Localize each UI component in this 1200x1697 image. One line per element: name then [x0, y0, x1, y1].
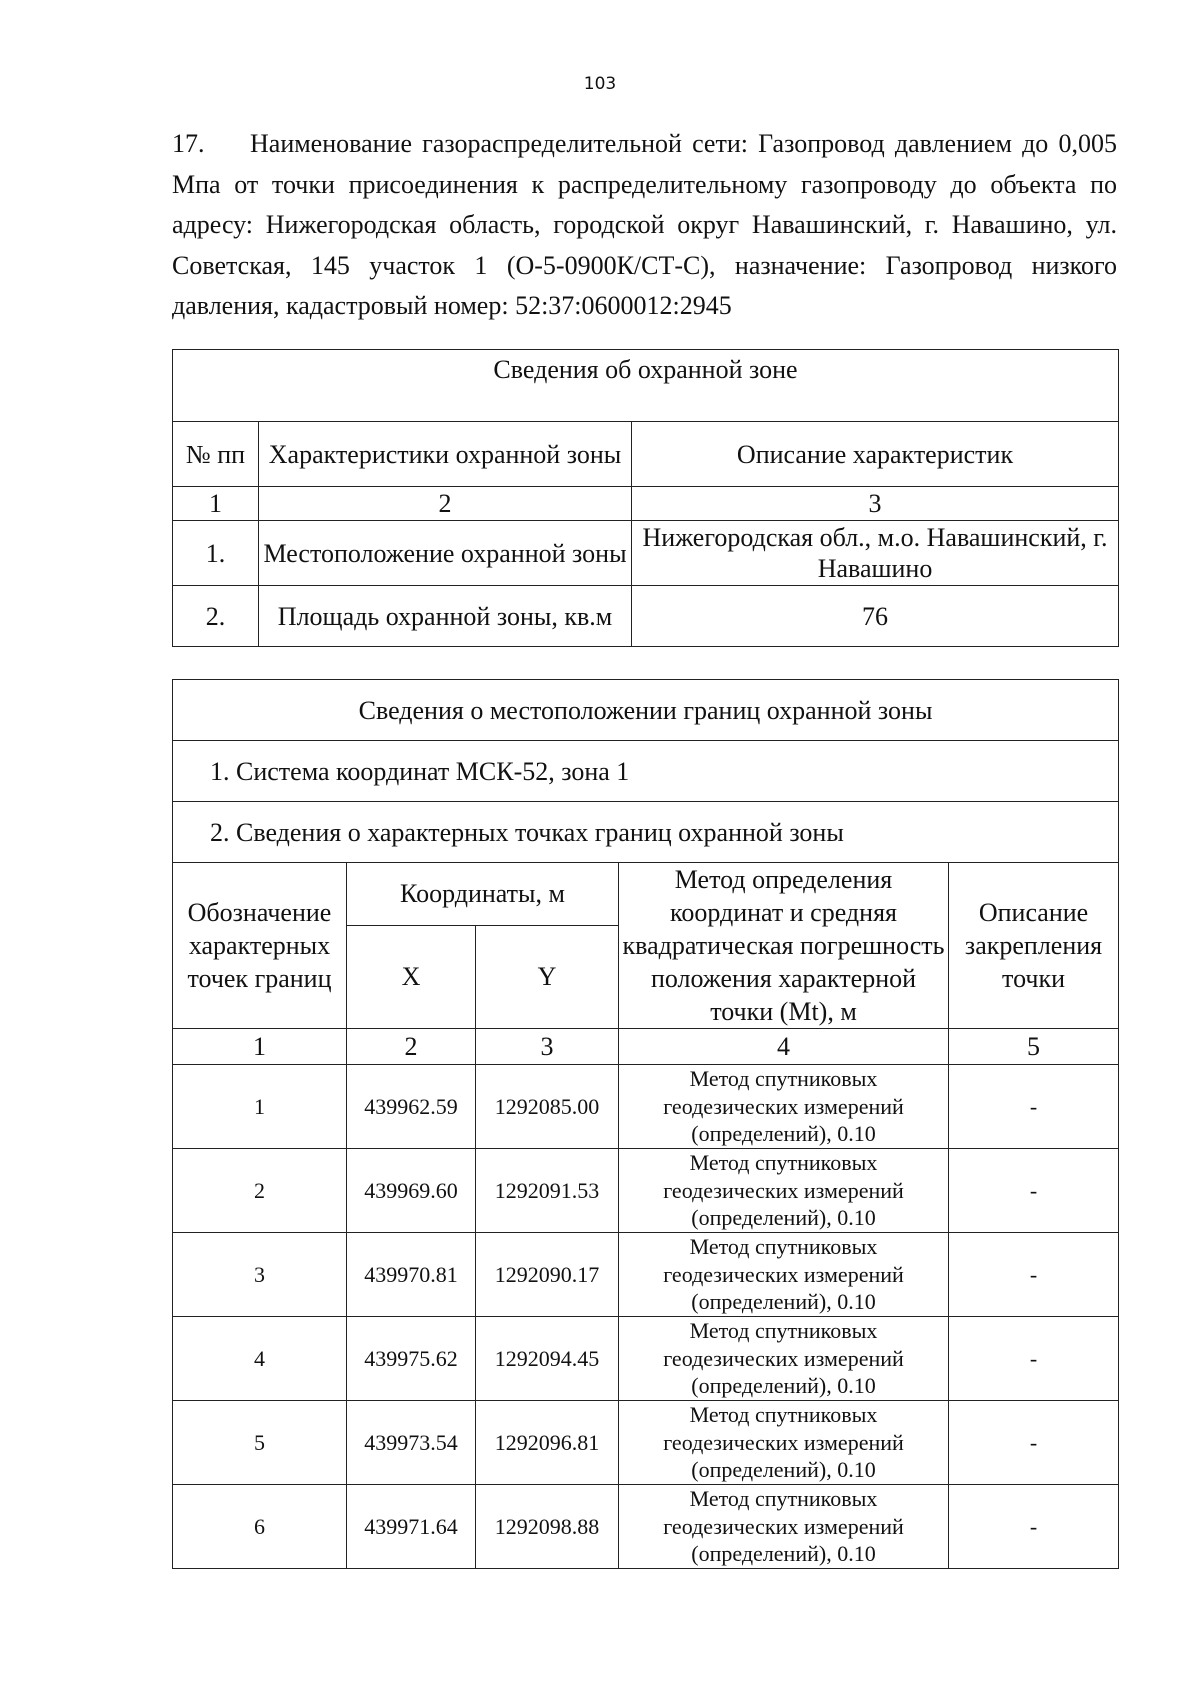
table-row [173, 1485, 1119, 1569]
header-x: X [347, 925, 476, 1029]
point-method: Метод спутниковых геодезических измерений (определений), 0.10 [619, 1485, 949, 1569]
point-y: 1292090.17 [476, 1233, 619, 1317]
point-method: Метод спутниковых геодезических измерений (определений), 0.10 [619, 1149, 949, 1233]
coordinate-system: 1. Система координат МСК-52, зона 1 [173, 741, 1119, 802]
column-index: 1 [173, 487, 259, 521]
network-description [172, 124, 1117, 327]
table-row [173, 1065, 1119, 1149]
point-description: - [949, 1401, 1119, 1485]
header-fixing-description: Описание закрепления точки [949, 863, 1119, 1029]
point-method: Метод спутниковых геодезических измерений (определений), 0.10 [619, 1233, 949, 1317]
point-x: 439970.81 [347, 1233, 476, 1317]
column-index: 2 [347, 1029, 476, 1065]
point-x: 439975.62 [347, 1317, 476, 1401]
row-number: 1. [173, 521, 259, 586]
characteristic-value: 76 [632, 586, 1119, 647]
point-x: 439962.59 [347, 1065, 476, 1149]
point-description: - [949, 1149, 1119, 1233]
table-row [173, 586, 1119, 647]
column-index: 2 [259, 487, 632, 521]
row-number: 2. [173, 586, 259, 647]
point-method: Метод спутниковых геодезических измерений (определений), 0.10 [619, 1065, 949, 1149]
points-caption: 2. Сведения о характерных точках границ охранной зоны [173, 802, 1119, 863]
table-row [173, 1233, 1119, 1317]
point-y: 1292098.88 [476, 1485, 619, 1569]
point-method: Метод спутниковых геодезических измерений (определений), 0.10 [619, 1401, 949, 1485]
item-number: 17. [172, 129, 205, 158]
characteristic-name: Площадь охранной зоны, кв.м [259, 586, 632, 647]
point-method: Метод спутниковых геодезических измерений (определений), 0.10 [619, 1317, 949, 1401]
column-index: 4 [619, 1029, 949, 1065]
point-description: - [949, 1065, 1119, 1149]
point-description: - [949, 1233, 1119, 1317]
point-id: 2 [173, 1149, 347, 1233]
point-x: 439971.64 [347, 1485, 476, 1569]
point-y: 1292085.00 [476, 1065, 619, 1149]
point-id: 3 [173, 1233, 347, 1317]
network-description-text: Наименование газораспределительной сети: Газопровод давлением до 0,005 Мпа от точки присоединения к распределительному газопроводу до объекта по адресу: Нижегородская область, городской округ Навашинский, г. Навашино, ул. Советская, 145 участок 1 (О-5-0900К/СТ-С), назначение: Газопровод низкого давления, кадастровый номер: 52:37:0600012:2945 [172, 129, 1117, 320]
point-y: 1292096.81 [476, 1401, 619, 1485]
column-index: 3 [632, 487, 1119, 521]
header-number: № пп [173, 422, 259, 487]
column-index: 5 [949, 1029, 1119, 1065]
header-coordinates: Координаты, м [347, 863, 619, 926]
table-row [173, 1401, 1119, 1485]
zone-table-caption: Сведения об охранной зоне [173, 350, 1119, 422]
point-description: - [949, 1485, 1119, 1569]
page-number: 103 [583, 74, 617, 94]
header-characteristics: Характеристики охранной зоны [259, 422, 632, 487]
point-id: 4 [173, 1317, 347, 1401]
point-description: - [949, 1317, 1119, 1401]
table-row [173, 521, 1119, 586]
boundary-points-table [172, 679, 1119, 1569]
point-y: 1292091.53 [476, 1149, 619, 1233]
point-id: 5 [173, 1401, 347, 1485]
points-table-caption: Сведения о местоположении границ охранной зоны [173, 680, 1119, 741]
table-row [173, 1317, 1119, 1401]
header-description: Описание характеристик [632, 422, 1119, 487]
point-id: 6 [173, 1485, 347, 1569]
characteristic-value: Нижегородская обл., м.о. Навашинский, г. Навашино [632, 521, 1119, 586]
header-method: Метод определения координат и средняя квадратическая погрешность положения характерной точки (Mt), м [619, 863, 949, 1029]
table-row [173, 1149, 1119, 1233]
column-index: 3 [476, 1029, 619, 1065]
point-id: 1 [173, 1065, 347, 1149]
point-x: 439973.54 [347, 1401, 476, 1485]
point-x: 439969.60 [347, 1149, 476, 1233]
protection-zone-table [172, 349, 1119, 647]
point-y: 1292094.45 [476, 1317, 619, 1401]
characteristic-name: Местоположение охранной зоны [259, 521, 632, 586]
column-index: 1 [173, 1029, 347, 1065]
header-designation: Обозначение характерных точек границ [173, 863, 347, 1029]
header-y: Y [476, 925, 619, 1029]
